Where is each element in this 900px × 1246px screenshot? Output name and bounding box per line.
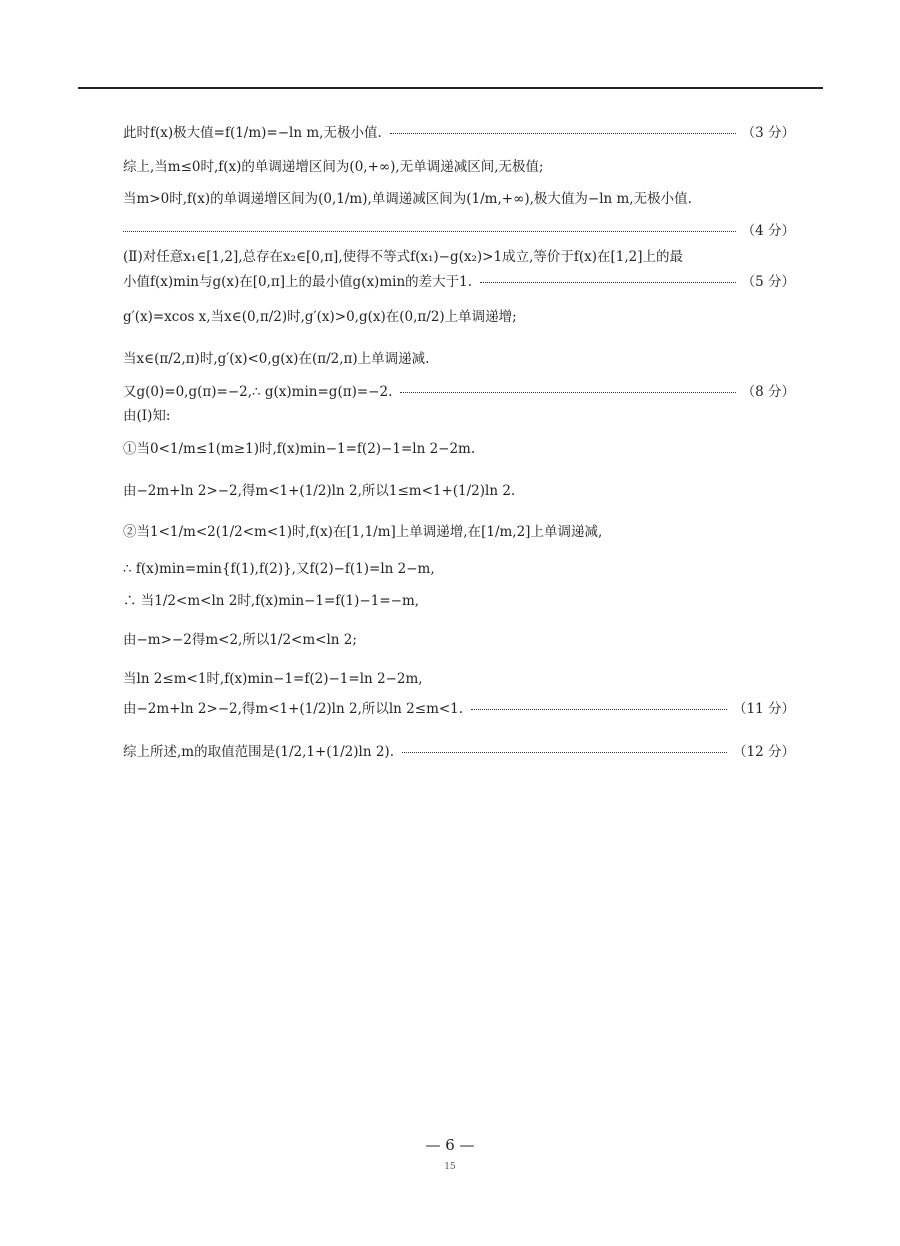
solution-line [123,273,795,291]
solution-line: 由(Ⅰ)知: [123,408,171,424]
solution-line: g′(x)=xcos x,当x∈(0,π/2)时,g′(x)>0,g(x)在(0,π/2)上单调递增; [123,309,517,325]
solution-line: ①当0<1/m≤1(m≥1)时,f(x)min−1=f(2)−1=ln 2−2m. [123,441,476,457]
solution-line: 综上,当m≤0时,f(x)的单调递增区间为(0,+∞),无单调递减区间,无极值; [123,159,544,175]
score-label: （8 分） [741,384,795,400]
dot-leader [480,282,736,283]
solution-line: 当x∈(π/2,π)时,g′(x)<0,g(x)在(π/2,π)上单调递减. [123,351,430,367]
solution-line: ②当1<1/m<2(1/2<m<1)时,f(x)在[1,1/m]上单调递增,在[1/m,2]上单调递减, [123,524,603,540]
solution-line [123,222,795,240]
line-text: 小值f(x)min与g(x)在[0,π]上的最小值g(x)min的差大于1. [123,274,473,290]
solution-line: (Ⅱ)对任意x₁∈[1,2],总存在x₂∈[0,π],使得不等式f(x₁)−g(x₂)>1成立,等价于f(x)在[1,2]上的最 [123,249,684,265]
line-text: 综上所述,m的取值范围是(1/2,1+(1/2)ln 2). [123,744,394,760]
score-label: （12 分） [733,744,795,760]
solution-line: 由−m>−2得m<2,所以1/2<m<ln 2; [123,632,357,648]
solution-line [123,124,795,142]
dot-leader [471,709,727,710]
solution-line: ∴ f(x)min=min{f(1),f(2)},又f(2)−f(1)=ln 2−m, [123,561,435,577]
header-rule [78,87,823,89]
line-text: 此时f(x)极大值=f(1/m)=−ln m,无极小值. [123,125,382,141]
solution-line: 由−2m+ln 2>−2,得m<1+(1/2)ln 2,所以1≤m<1+(1/2)ln 2. [123,483,516,499]
dot-leader [123,231,736,232]
score-label: （11 分） [733,701,795,717]
solution-line: 当m>0时,f(x)的单调递增区间为(0,1/m),单调递减区间为(1/m,+∞),极大值为−ln m,无极小值. [123,191,692,207]
solution-line [123,743,795,761]
dot-leader [390,133,736,134]
score-label: （5 分） [741,274,795,290]
solution-line: ∴ 当1/2<m<ln 2时,f(x)min−1=f(1)−1=−m, [123,593,420,609]
line-text: 又g(0)=0,g(π)=−2,∴ g(x)min=g(π)=−2. [123,384,393,400]
dot-leader [402,752,727,753]
page-number: — 6 — [425,1136,475,1154]
page-sub-number: 15 [444,1162,456,1172]
solution-line [123,700,795,718]
line-text: 由−2m+ln 2>−2,得m<1+(1/2)ln 2,所以ln 2≤m<1. [123,701,464,717]
score-label: （3 分） [741,125,795,141]
solution-line [123,383,795,401]
score-label: （4 分） [741,223,795,239]
solution-line: 当ln 2≤m<1时,f(x)min−1=f(2)−1=ln 2−2m, [123,671,423,687]
dot-leader [400,392,735,393]
